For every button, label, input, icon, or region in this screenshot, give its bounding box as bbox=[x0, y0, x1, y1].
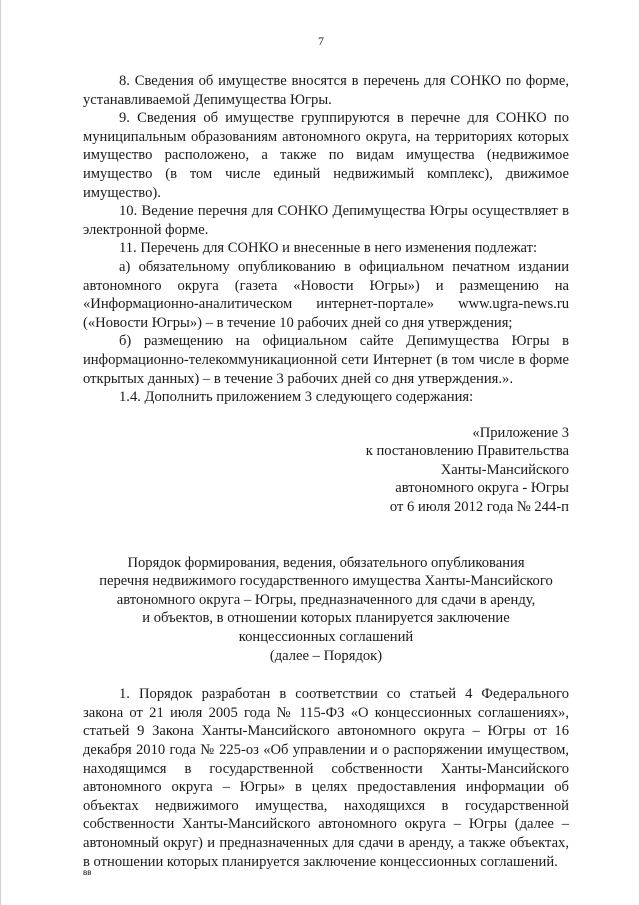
page-number: 7 bbox=[318, 34, 324, 48]
appendix-line: автономного округа - Югры bbox=[395, 480, 569, 497]
procedure-title bbox=[83, 554, 569, 666]
paragraph-item-10: 10. Ведение перечня для СОНКО Депимущества Югры осуществляет в электронной форме. bbox=[83, 203, 569, 238]
title-line: концессионных соглашений bbox=[238, 629, 414, 646]
paragraph-item-9: 9. Сведения об имуществе группируются в перечне для СОНКО по муниципальным образованиям автономного округа, на территориях которых имущество расположено, а также по видам имущества (недвижимое имущество (в том числе единый недвижимый комплекс), движимое имущество). bbox=[83, 110, 569, 201]
title-line: (далее – Порядок) bbox=[269, 647, 383, 664]
appendix-line: от 6 июля 2012 года № 244-п bbox=[389, 499, 569, 516]
paragraph-item-11: 11. Перечень для СОНКО и внесенные в него изменения подлежат: bbox=[119, 240, 538, 257]
title-line: автономного округа – Югры, предназначенного для сдачи в аренду, bbox=[116, 591, 536, 608]
appendix-line: Ханты-Мансийского bbox=[440, 461, 569, 478]
title-line: Порядок формирования, ведения, обязательного опубликования bbox=[127, 554, 525, 571]
footer-mark: вв bbox=[83, 868, 92, 877]
paragraph-subitem-b: б) размещению на официальном сайте Депимущества Югры в информационно-телекоммуникационной сети Интернет (в том числе в форме открытых данных) – в течение 3 рабочих дней со дня утверждения.». bbox=[83, 333, 569, 387]
title-line: перечня недвижимого государственного имущества Ханты-Мансийского bbox=[99, 573, 553, 590]
paragraph-item-8: 8. Сведения об имуществе вносятся в перечень для СОНКО по форме, устанавливаемой Депимущества Югры. bbox=[83, 73, 569, 108]
paragraph-item-1-4: 1.4. Дополнить приложением 3 следующего содержания: bbox=[119, 389, 474, 406]
paragraph-procedure-1: 1. Порядок разработан в соответствии со статьей 4 Федерального закона от 21 июля 2005 года № 115-ФЗ «О концессионных соглашениях», статьей 9 Закона Ханты-Мансийского автономного округа – Югры от 16 декабря 2010 года № 225-оз «Об управлении и о распоряжении имуществом, находящимся в государственной собственности Ханты-Мансийского автономного округа – Югры» в целях предоставления информации об объектах недвижимого имущества, находящихся в государственной собственности Ханты-Мансийского автономного округа – Югры (далее – автономный округ) и предназначенных для сдачи в аренду, а также объектах, в отношении которых планируется заключение концессионных соглашений. bbox=[83, 686, 569, 870]
title-line: и объектов, в отношении которых планируется заключение bbox=[142, 610, 510, 627]
appendix-line: «Приложение 3 bbox=[472, 424, 569, 441]
appendix-heading bbox=[83, 424, 569, 517]
appendix-line: к постановлению Правительства bbox=[365, 443, 569, 460]
document-body bbox=[83, 72, 569, 871]
section-gap bbox=[83, 665, 569, 685]
paragraph-subitem-a: а) обязательному опубликованию в официальном печатном издании автономного округа (газета «Новости Югры») и размещению на «Информационно-аналитическом интернет-портале» www.ugra-news.ru («Новости Югры») – в течение 10 рабочих дней со дня утверждения; bbox=[83, 258, 569, 331]
